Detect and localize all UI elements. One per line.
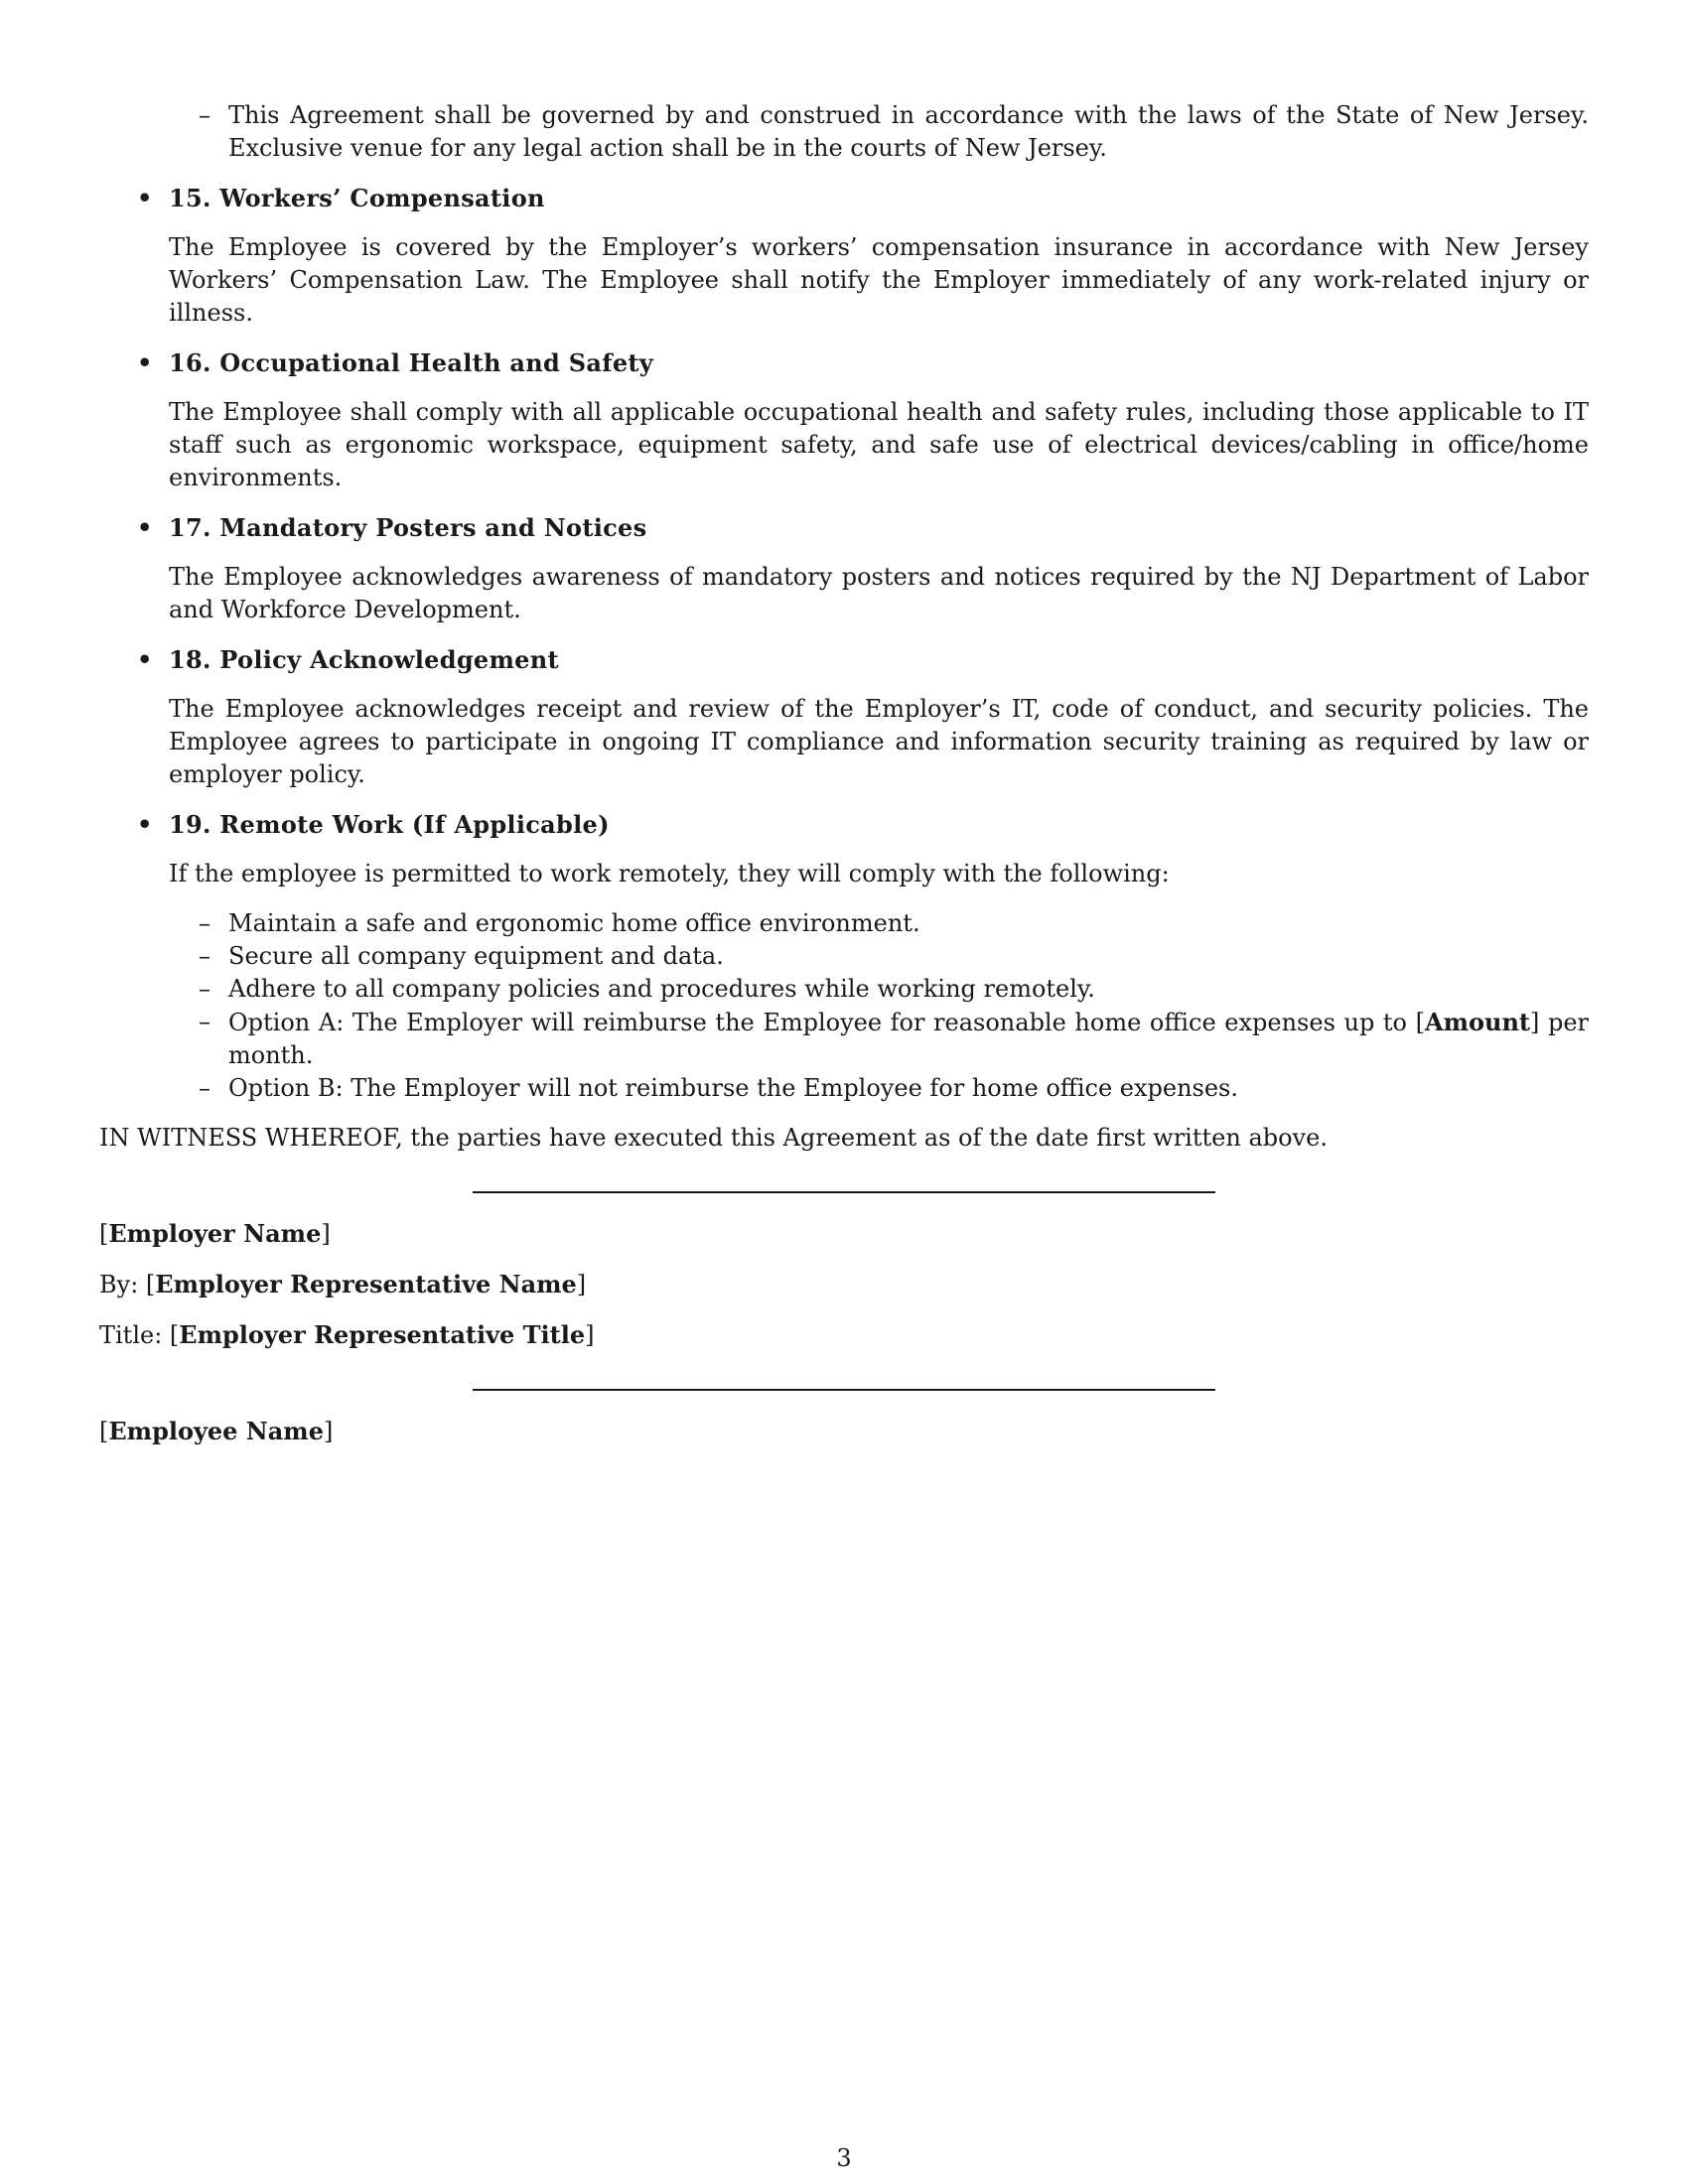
- list-item: [99, 907, 1589, 940]
- list-item-text: Adhere to all company policies and procedures while working remotely.: [228, 975, 1095, 1003]
- employee-signature-line: [473, 1389, 1215, 1391]
- amount-placeholder: Amount: [1424, 1008, 1530, 1036]
- employer-representative-name: Employer Representative Name: [155, 1270, 577, 1298]
- page-number: 3: [836, 2144, 852, 2172]
- dash-marker: –: [199, 975, 211, 1003]
- section-18-title: 18. Policy Acknowledgement: [169, 645, 559, 674]
- dash-marker: –: [199, 942, 211, 970]
- witness-statement: IN WITNESS WHEREOF, the parties have executed this Agreement as of the date first written above.: [99, 1124, 1328, 1152]
- bullet-marker: •: [137, 645, 153, 674]
- bullet-marker: •: [137, 513, 153, 542]
- section-18: [99, 643, 1589, 791]
- section-16-body: The Employee shall comply with all applicable occupational health and safety rules, including those applicable to IT staff such as ergonomic workspace, equipment safety, and safe use of electrical devices/cabling in office/home environments.: [169, 398, 1589, 491]
- dash-marker: –: [199, 1074, 211, 1102]
- dash-marker: –: [199, 909, 211, 937]
- section-15: [99, 182, 1589, 330]
- section-19-body: If the employee is permitted to work remotely, they will comply with the following:: [169, 860, 1170, 887]
- section-15-title: 15. Workers’ Compensation: [169, 184, 545, 212]
- governing-law-text: This Agreement shall be governed by and construed in accordance with the laws of the State of New Jersey. Exclusive venue for any legal action shall be in the courts of New Jersey.: [228, 101, 1589, 162]
- title-label: Title:: [99, 1321, 163, 1349]
- section-19-title: 19. Remote Work (If Applicable): [169, 810, 610, 839]
- list-item-text: Maintain a safe and ergonomic home office environment.: [228, 909, 920, 937]
- governing-law-item: [99, 99, 1589, 165]
- employer-name-row: [Employer Name]: [99, 1219, 331, 1248]
- section-17-body: The Employee acknowledges awareness of mandatory posters and notices required by the NJ Department of Labor and Workforce Development.: [169, 563, 1589, 623]
- option-a-suffix: per month.: [228, 1009, 1589, 1069]
- section-16: [99, 346, 1589, 494]
- option-a-text: Option A: The Employer will reimburse the Employee for reasonable home office expenses up to: [228, 1009, 1416, 1036]
- option-b-text: Option B: The Employer will not reimburse the Employee for home office expenses.: [228, 1074, 1238, 1102]
- section-17: [99, 511, 1589, 626]
- section-18-body: The Employee acknowledges receipt and review of the Employer’s IT, code of conduct, and security policies. The Employee agrees to participate in ongoing IT compliance and information security training as required by law or employer policy.: [169, 695, 1589, 788]
- section-19: [99, 808, 1589, 1105]
- employee-name-row: [Employee Name]: [99, 1417, 334, 1445]
- employer-title-row: Title: [Employer Representative Title]: [99, 1320, 595, 1349]
- list-item: [99, 973, 1589, 1006]
- list-item: [99, 940, 1589, 973]
- bullet-marker: •: [137, 810, 153, 839]
- by-label: By:: [99, 1271, 139, 1298]
- document-page: [99, 99, 1589, 1448]
- bullet-marker: •: [137, 348, 153, 377]
- dash-marker: –: [199, 1008, 211, 1035]
- remote-work-list: [99, 907, 1589, 1105]
- option-a-item: – Option A: The Employer will reimburse the Employee for reasonable home office expenses up to [Amount] per month.: [199, 1008, 1589, 1069]
- bullet-marker: •: [137, 184, 153, 212]
- option-b-item: [99, 1072, 1589, 1105]
- employer-representative-title: Employer Representative Title: [179, 1320, 586, 1349]
- dash-marker: –: [199, 101, 211, 129]
- employee-name: Employee Name: [108, 1417, 324, 1445]
- list-item-text: Secure all company equipment and data.: [228, 942, 724, 970]
- employer-representative-row: By: [Employer Representative Name]: [99, 1270, 587, 1298]
- section-17-title: 17. Mandatory Posters and Notices: [169, 513, 647, 542]
- section-15-body: The Employee is covered by the Employer’s workers’ compensation insurance in accordance with New Jersey Workers’ Compensation Law. The Employee shall notify the Employer immediately of any work-related injury or illness.: [169, 233, 1589, 327]
- employer-name: Employer Name: [108, 1219, 322, 1248]
- section-16-title: 16. Occupational Health and Safety: [169, 348, 654, 377]
- employer-signature-line: [473, 1191, 1215, 1193]
